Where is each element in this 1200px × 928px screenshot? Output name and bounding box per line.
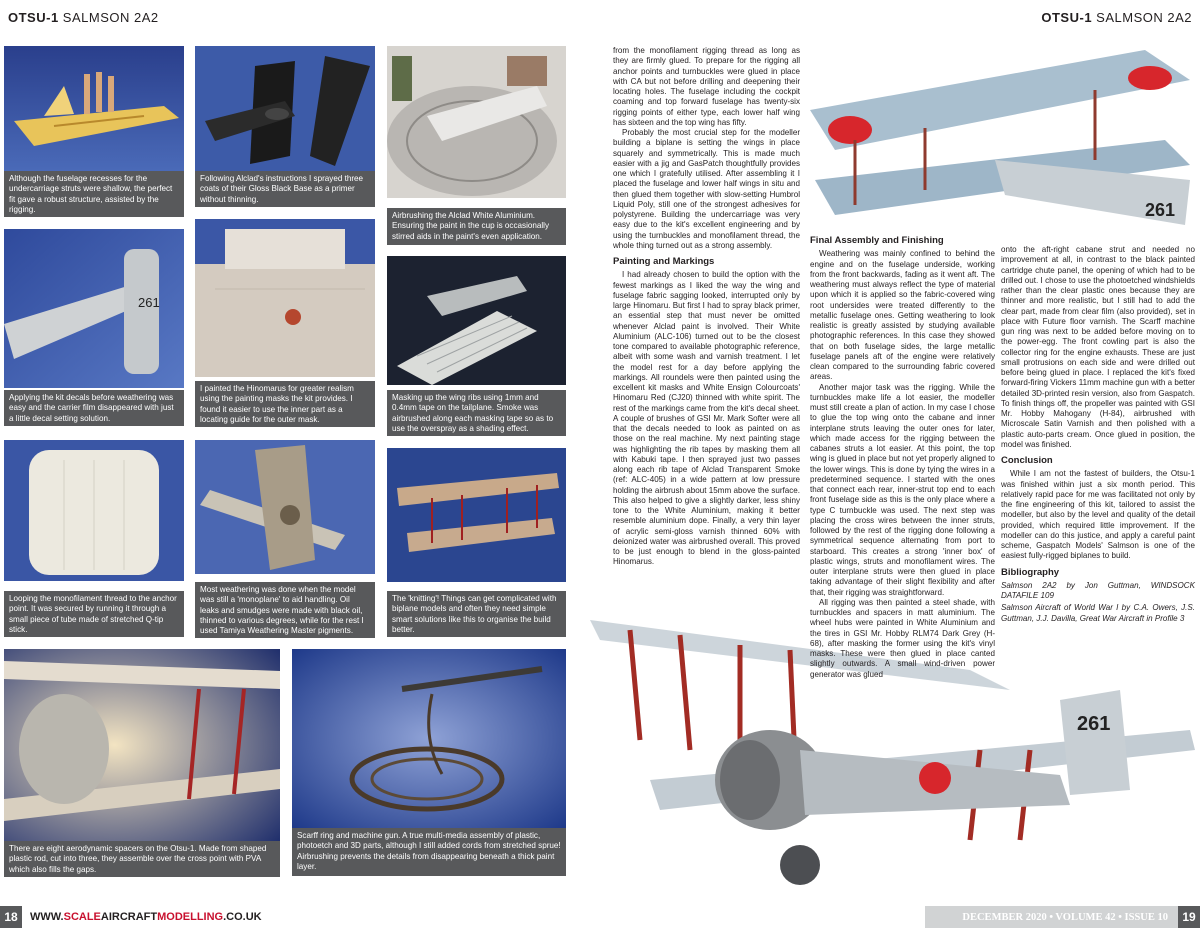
photo-rib-masking [387, 256, 566, 385]
paragraph: While I am not the fastest of builders, the Otsu-1 was finished within just a six month period. This relatively rapid pace for me was facilitated not only by the fine engineering of this kit, tailored to assist the modeller, but also by the level and quality of the detail provided, which required little improvement. If the modeller can do this justice, and apply a careful paint scheme, Gaspatch Models' Salmson is one of the easiest fully-rigged biplanes to build. [1001, 469, 1195, 561]
photo-knitting-rigging [387, 448, 566, 582]
photo-black-primer [195, 46, 375, 171]
paragraph: All rigging was then painted a steel shade, with turnbuckles and spacers in matt aluminium. The wheel hubs were painted in White Aluminium and the tires in GSI Mr. Hobby RLM74 Dark Grey (H-68), after masking the former using the kit's vinyl masks. These were then glued in place canted slightly outwards. A small wind-driven power generator was glued [810, 597, 995, 679]
section-heading: Bibliography [1001, 566, 1060, 578]
paragraph: I had already chosen to build the option with the fewest markings as I liked the way the wing and fuselage fabric sagging looked, interrupted only by large Hinomaru. But first I had to spray black primer, an essential step that must never be omitted whenever Alclad paint is involved. Their White Aluminium (ALC-106) turned out to be the closest tone compared to available photographic reference, albeit with some wash and varnish treatment. I let the model rest for a day before applying the markings. All roundels were then painted using the excellent kit masks and White Ensign Colourcoats' Hinomaru Red (CJ20) thinned with white spirit. The rest of the markings came from the kit's decal sheet. A couple of brushes of GSI Mr. Mark Softer were all that the decals needed to look as painted on as those on the real machine. My next painting stage was highlighting the rib tapes by masking them all with Kabuki tape. I then sprayed just two passes along each rib tape of Alclad Transparent Smoke (ref: ALC-405) in a wide pattern at low pressure holding the airbrush about 15mm above the surface. This also helped to give a slightly darker, less shiny tone to the White Aluminium, making it better resemble aluminium dope. Finally, a very thin layer of acrylic semi-gloss varnish thinned 60% with deionized water was airbrushed overall. This proved to be just enough to blend in the gloss-painted Hinomarus. [613, 270, 800, 567]
paragraph: from the monofilament rigging thread as long as they are firmly glued. To prepare for the rigging all anchor points and turnbuckles were glued in place with CA but not before drilling and deepening their locating holes. The fuselage including the cockpit coaming and top forward fuselage has twenty-six rigging points of either type, each lower half wing has sixteen and the top wing has fifty. [613, 46, 800, 127]
caption-2: Following Alclad's instructions I sprayed three coats of their Gloss Black Base as a primer without thinning. [195, 171, 375, 207]
paragraph: onto the aft-right cabane strut and needed no improvement at all, in contrast to the black painted cartridge chute panel, the opening of which had to be drilled out. I chose to use the photoetched windshields rather than the clear plastic ones because they are thinner and more realistic, but I still had to add the clear part, made from clear film (also provided), set in place with Future floor varnish. The Scarff machine gun ring was next to be added before moving on to the power-egg. The front cowling part is also the collector ring for the engine exhausts. These are just small protrusions on each side and were drilled out before being glued in place. I replaced the kit's fixed forward-firing Vickers 11mm machine gun with a better detailed 3D-printed resin version, also from Gaspatch. To finish things off, the propeller was painted with GSI Mr. Hobby Mahogany (H-84), airbrushed with Microscale Satin Varnish and then polished with a plastic auto-parts cream. Once glued in position, the model was finished. [1001, 245, 1195, 449]
caption-9: The 'knitting'! Things can get complicated with biplane models and often they need simple smart solutions like this to organise the build better. [387, 591, 566, 637]
caption-1: Although the fuselage recesses for the undercarriage struts were shallow, the perfect fit gave a robust structure, assisted by the rigging. [4, 171, 184, 217]
running-header-right: OTSU-1 SALMSON 2A2 [1041, 10, 1192, 25]
tail-number-top: 261 [1145, 200, 1176, 220]
paragraph: Weathering was mainly confined to behind the engine and on the fuselage underside, working from the front backwards, fading as it went aft. The weathering must always reflect the type of material upon which it is applied so the fabric-covered wing root undersides were treated differently to the metallic fuselage ones. Getting weathering to look realistic is greatly assisted by studying available photographic references. In this case they showed that on both fuselage sides, the large metallic fuselage panels aft of the engine were relatively clean compared to the surrounding fabric covered areas. [810, 249, 995, 382]
section-heading: Conclusion [1001, 455, 1053, 466]
caption-11: Scarff ring and machine gun. A true multi-media assembly of plastic, photoetch and 3D parts, although I still added cords from stretched sprue! Airbrushing prevents the details from disappearing beneath a thick paint layer. [292, 828, 566, 876]
paragraph: Another major task was the rigging. While the turnbuckles make life a lot easier, the modeller must still create a plan of action. In my case I chose to glue the top wing onto the cabane and inner interplane struts leaving the outer ones for later, which made access for the rigging between the cabanes struts a lot easier. At this point, the top wing is glued in place but not yet properly aligned to the lower wings. This is done by tying the wires in a predetermined sequence. I started with the ones that connect each rear, inner-strut top end to each front fuselage side as this is the only place where a type C turnbuckle was used. The next step was placing the cross wires between the inner struts, followed by the rest of the rigging done following a symmetrical sequence alternating from port to starboard. This creates a strong 'inner box' of plastic wings, struts and monofilament wires. The outer interplane struts were then glued in place taking advantage of their slight flexibility and after that, their rigging was straightforward. [810, 382, 995, 597]
caption-10: There are eight aerodynamic spacers on the Otsu-1. Made from shaped plastic rod, cut into three, they assemble over the cross point with PVA which also fills the gaps. [4, 841, 280, 877]
photo-airbrushing [387, 46, 566, 198]
caption-3: Airbrushing the Alclad White Aluminium. Ensuring the paint in the cup is occasionally stirred aids in the paint's even application. [387, 208, 566, 245]
section-heading: Final Assembly and Finishing [810, 235, 944, 246]
article-column-2 [810, 235, 995, 679]
caption-5: I painted the Hinomarus for greater realism using the painting masks the kit provides. I found it easier to use the inner part as a locating guide for the outer mask. [195, 381, 375, 427]
photo-fuselage-undercarriage [4, 46, 184, 171]
photo-aerodynamic-spacers [4, 649, 280, 841]
bibliography-entry: Salmson 2A2 by Jon Guttman, WINDSOCK DATAFILE 109 [1001, 580, 1195, 600]
tail-number-bottom: 261 [1077, 713, 1111, 735]
article-column-3 [1001, 245, 1195, 624]
page-number-right: 19 [1178, 906, 1200, 928]
paragraph: Probably the most crucial step for the modeller building a biplane is setting the wings in place squarely and symmetrically. This is made much easier with a jig and GasPatch thoughtfully provides one which I gratefully utilised. After assembling it I placed the fuselage and lower half wings in situ and then glued them together with slow-setting Humbrol Liquid Poly, still one of the strongest adhesives for polystyrene. Building the undercarriage was very easy due to the kit's excellent engineering and by using the turnbuckles and monofilament thread, the whole thing turned out as a strong assembly. [613, 128, 800, 250]
bibliography-entry: Salmson Aircraft of World War I by C.A. Owers, J.S. Guttman, J.J. Davilla, Great War Aircraft in Profile 3 [1001, 603, 1195, 623]
photo-hinomaru-masks [195, 219, 375, 377]
photo-decals [4, 229, 184, 388]
page-number-left: 18 [0, 906, 22, 928]
footer-issue-info: DECEMBER 2020 • VOLUME 42 • ISSUE 10 [962, 912, 1168, 923]
caption-7: Looping the monofilament thread to the anchor point. It was secured by running it through a small piece of tube made of stretched Q-tip stick. [4, 591, 184, 637]
caption-4: Applying the kit decals before weathering was easy and the carrier film disappeared with just a little decal setting solution. [4, 390, 184, 426]
photo-scarff-ring [292, 649, 566, 828]
photo-monoplane-weathering [195, 440, 375, 574]
footer-website: WWW.SCALEAIRCRAFTMODELLING.CO.UK [30, 911, 262, 923]
photo-finished-model-top [795, 30, 1200, 240]
caption-6: Masking up the wing ribs using 1mm and 0.4mm tape on the tailplane. Smoke was airbrushed along each masking tape so as to use the overspray as a shading effect. [387, 390, 566, 436]
photo-anchor-point [4, 440, 184, 581]
caption-8: Most weathering was done when the model was still a 'monoplane' to aid handling. Oil leaks and smudges were made with black oil, thinned to various degrees, while for the rest I used Tamiya Weathering Master pigments. [195, 582, 375, 638]
article-column-1 [613, 46, 800, 567]
running-header-left: OTSU-1 SALMSON 2A2 [8, 10, 159, 25]
tail-number-text: 261 [138, 295, 160, 310]
section-heading: Painting and Markings [613, 256, 715, 267]
